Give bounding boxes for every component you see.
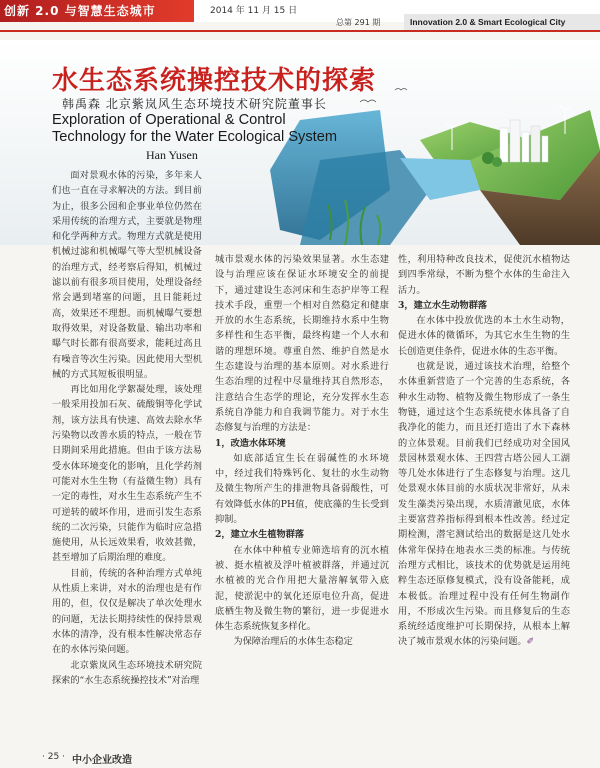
- section-heading: 1，改造水体环境: [215, 437, 286, 449]
- paragraph: 目前，传统的各种治理方式单纯从性质上来讲，对水的治理也是有作用的，但，仅仅是解决了单次处理水的问题，无法长期持续性的保持景观水体的清净，没有根本性解决常态存在的水体污染问题。: [52, 567, 202, 656]
- paragraph: 在水体中种植专业筛选培育的沉水植被、挺水植被及浮叶植被群落，并通过沉水植被的光合作用把大量溶解氧带入底泥，使淤泥中的氧化还原电位升高，促进底栖生物及微生物的繁衍，进一步促进水体生态系统恢复多样化。: [215, 544, 389, 633]
- paragraph: 北京紫岚风生态环境技术研究院探索的“水生态系统操控技术”对治理: [52, 659, 202, 686]
- series-title: 创新 2.0 与智慧生态城市: [0, 0, 194, 22]
- header-rule: [0, 30, 600, 32]
- paragraph: 面对景观水体的污染，多年来人们也一直在寻求解决的方法。到目前为止，很多公园和企事业单位仍然在采用传统的治理方式，主要就是物理和化学两种方式。物理方式就是使用机械过滤和机械曝气等大型机械设备的治理方式，经考察后得知，机械过滤以前有很多项目使用，处理设备经常会遇到堵塞的问题，且日能耗过高，效果还不理想。而机械曝气要想取得效果，对设备数量、输出功率和曝气时长都有很高要求，能耗过高且有噪音等次生污染。因此使用大型机械的方式其短板很明显。: [52, 170, 202, 380]
- article-title-cn: 水生态系统操控技术的探索: [52, 66, 377, 96]
- end-mark-icon: ✐: [526, 636, 535, 648]
- issue-number: 总第 291 期: [336, 18, 381, 27]
- text-column-3: [398, 252, 570, 650]
- magazine-english-name: Innovation 2.0 & Smart Ecological City: [404, 14, 600, 30]
- paragraph: 性，利用特种改良技术，促使沉水植物达到四季常绿，不断为整个水体的生命注入活力。: [398, 254, 570, 296]
- footer-brand: 中小企业改造: [72, 755, 132, 766]
- section-heading: 3，建立水生动物群落: [398, 299, 488, 311]
- text-column-1: [52, 168, 202, 688]
- paragraph: 城市景观水体的污染效果显著。水生态建设与治理应该在保证水环境安全的前提下，通过建设生态河床和生态护岸等工程技术手段，重塑一个相对自然稳定和健康开放的水生态系统，长期维持水系中生物多样性和生态平衡，最终构建一个人水和谐的理想环境。尊重自然、维护自然是水生态建设与治理的基本原则。对水系进行生态治理的过程中尽量维持其自然形态，注意结合生态学的理论，充分发挥水生态系统自净能力和自我调节能力。对于水生态修复与治理的方法是：: [215, 254, 389, 434]
- author-name-en: Han Yusen: [146, 148, 198, 162]
- article-title-en: Exploration of Operational & Control Technology for the Water Ecological System: [52, 112, 337, 145]
- paragraph: 为保障治理后的水体生态稳定: [233, 636, 353, 648]
- article-byline: 韩禹森 北京紫岚风生态环境技术研究院董事长: [62, 97, 327, 111]
- section-heading: 2，建立水生植物群落: [215, 529, 305, 541]
- issue-date: 2014 年 11 月 15 日: [210, 6, 298, 16]
- page-number: · 25 ·: [42, 752, 65, 762]
- paragraph-text: 也就是说，通过该技术治理，给整个水体重新营造了一个完善的生态系统，各种水生动物、植物及微生物形成了一条生物链，通过这个生态系统使水体具备了自我净化的能力，而且还打造出了水下森林的立体景观。目前我们已经成功对全国风景园林景观水体、王四营古塔公园人工湖等几处水体进行了生态修复与治理。这几处景观水体目前的水质状况非常好，从未发生藻类污染出现，水质清澈见底，水体主要富营养指标得到根本性改善。经过定期检测，潜宅测试给出的数据是这几处水体常年保持在地表水三类的标准。与传统治理方式相比，该技术的优势就是运用纯粹生态还原修复模式，没有设备能耗，成本极低。治理过程中没有任何生物副作用，不形成次生污染。而且修复后的生态系统经适度维护可长期保持，从根本上解决了城市景观水体的污染问题。: [398, 361, 570, 648]
- text-column-2: [215, 252, 389, 650]
- paragraph: 如底部适宜生长在弱碱性的水环境中，经过我们特殊钙化、复壮的水生动物及微生物所产生的排泄物具备弱酸性，可有效降低水体的PH值，使底藻的生长受到抑制。: [215, 452, 389, 526]
- paragraph: 再比如用化学絮凝处理，该处理一般采用投加石灰、硫酸铜等化学试剂，该方法具有快速、高效去除水华污染物以改善水质的特点，一般在节日期间采用此措施。但由于该方法易受水体环境变化的影响，且化学药剂可能对水生生物（有益微生物）具有一定的毒性，对水生生态系统产生不可逆转的破坏作用，进而引发生态系统的二次污染，只能作为临时应急措施使用，从长远效果看，收效甚微，甚至增加了后期治理的难度。: [52, 384, 202, 564]
- paragraph: 在水体中投放优选的本土水生动物，促进水体的微循环，为其它水生生物的生长创造更佳条件，促进水体的生态平衡。: [398, 315, 570, 357]
- paragraph: [398, 359, 570, 650]
